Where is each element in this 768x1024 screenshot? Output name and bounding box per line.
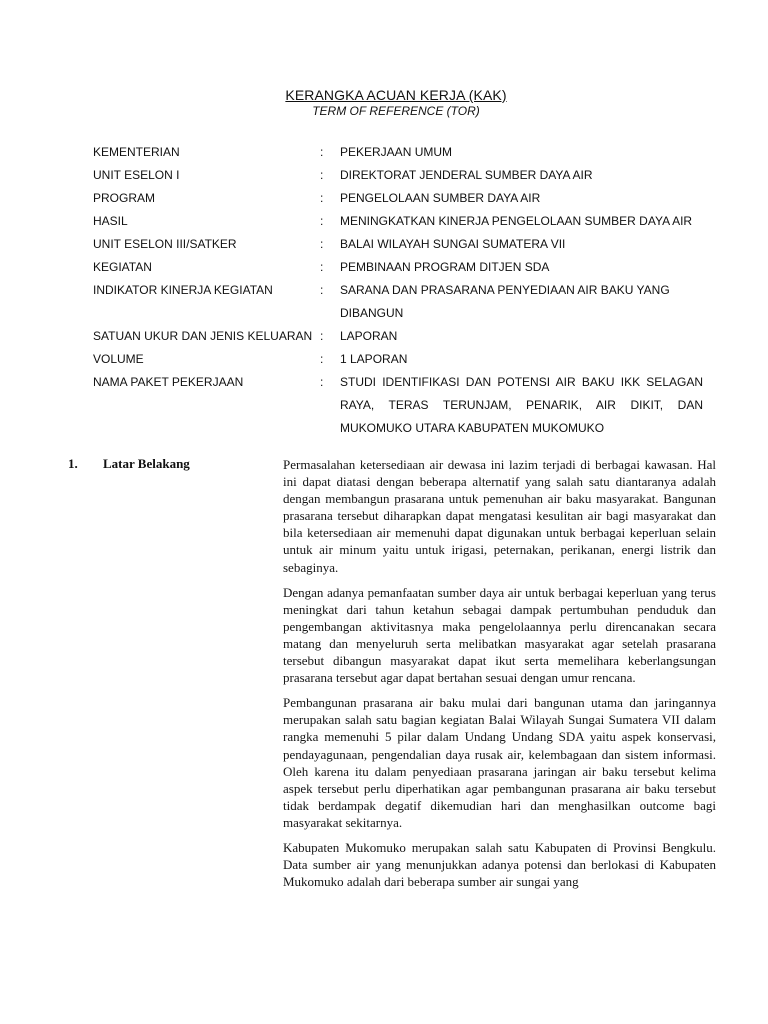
paragraph: Kabupaten Mukomuko merupakan salah satu Kabupaten di Provinsi Bengkulu. Data sumber air yang menunjukkan adanya potensi dan berlokasi di Kabupaten Mukomuko adalah dari beberapa sumber air sungai yang — [283, 839, 716, 890]
section-title: Latar Belakang — [103, 456, 190, 471]
section-number: 1. — [68, 456, 78, 471]
detail-separator: : — [320, 145, 324, 159]
detail-label: KEMENTERIAN — [93, 145, 180, 159]
detail-value: PEMBINAAN PROGRAM DITJEN SDA — [340, 260, 550, 274]
detail-separator: : — [320, 283, 324, 297]
detail-row-kegiatan — [93, 256, 703, 279]
detail-label: INDIKATOR KINERJA KEGIATAN — [93, 283, 273, 297]
detail-row-unit-eselon-1 — [93, 164, 703, 187]
detail-separator: : — [320, 329, 324, 343]
detail-separator: : — [320, 214, 324, 228]
detail-value: LAPORAN — [340, 329, 398, 343]
detail-label: HASIL — [93, 214, 128, 228]
detail-value: MENINGKATKAN KINERJA PENGELOLAAN SUMBER DAYA AIR — [340, 214, 693, 228]
document-subtitle: TERM OF REFERENCE (TOR) — [312, 104, 480, 118]
detail-separator: : — [320, 352, 324, 366]
detail-separator: : — [320, 168, 324, 182]
paragraph: Dengan adanya pemanfaatan sumber daya air untuk berbagai keperluan yang terus meningkat dari tahun ketahun sebagai dampak pertumbuhan penduduk dan pengembangan aktivitasnya maka pengelolaannya perlu direncanakan secara matang dan menyeluruh serta melibatkan masyarakat agar setelah prasarana tersebut dibangun masyarakat dapat ikut serta memelihara keberlangsungan prasarana tersebut agar dapat bertahan sesuai dengan umur rencana. — [283, 584, 716, 686]
detail-value: PENGELOLAAN SUMBER DAYA AIR — [340, 191, 541, 205]
detail-label: PROGRAM — [93, 191, 156, 205]
detail-label: NAMA PAKET PEKERJAAN — [93, 375, 244, 389]
details-table — [93, 141, 703, 440]
detail-separator: : — [320, 260, 324, 274]
detail-value: BALAI WILAYAH SUNGAI SUMATERA VII — [340, 237, 566, 251]
detail-label: VOLUME — [93, 352, 144, 366]
detail-label: UNIT ESELON I — [93, 168, 180, 182]
detail-row-nama-paket — [93, 371, 703, 440]
detail-value: SARANA DAN PRASARANA PENYEDIAAN AIR BAKU YANG DIBANGUN — [340, 283, 670, 320]
detail-separator: : — [320, 375, 324, 389]
detail-label: UNIT ESELON III/SATKER — [93, 237, 237, 251]
detail-row-program — [93, 187, 703, 210]
paragraph: Permasalahan ketersediaan air dewasa ini lazim terjadi di berbagai kawasan. Hal ini dapat diatasi dengan beberapa alternatif yang salah satu diantaranya adalah dengan membangun prasarana untuk pemenuhan air baku masyarakat. Bangunan prasarana tersebut diharapkan dapat mengatasi kesulitan air bagi masyarakat dan bila ketersediaan air memenuhi dapat digunakan untuk berbagai keperluan selain untuk air minum yaitu untuk irigasi, peternakan, perikanan, energi listrik dan sebaginya. — [283, 457, 716, 575]
detail-value: 1 LAPORAN — [340, 352, 408, 366]
detail-row-volume — [93, 348, 703, 371]
document-title: KERANGKA ACUAN KERJA (KAK) — [285, 87, 507, 103]
detail-row-unit-eselon-3 — [93, 233, 703, 256]
detail-label: SATUAN UKUR DAN JENIS KELUARAN — [93, 329, 313, 343]
detail-separator: : — [320, 237, 324, 251]
detail-value: DIREKTORAT JENDERAL SUMBER DAYA AIR — [340, 168, 593, 182]
detail-row-hasil — [93, 210, 703, 233]
detail-separator: : — [320, 191, 324, 205]
detail-value: PEKERJAAN UMUM — [340, 145, 453, 159]
detail-row-kementerian — [93, 141, 703, 164]
section-body — [283, 456, 716, 898]
detail-row-satuan-ukur — [93, 325, 703, 348]
detail-value: STUDI IDENTIFIKASI DAN POTENSI AIR BAKU IKK SELAGAN RAYA, TERAS TERUNJAM, PENARIK, AIR DIKIT, DAN MUKOMUKO UTARA KABUPATEN MUKOMUKO — [340, 375, 703, 435]
detail-row-indikator — [93, 279, 703, 325]
detail-label: KEGIATAN — [93, 260, 152, 274]
paragraph: Pembangunan prasarana air baku mulai dari bangunan utama dan jaringannya merupakan salah satu bagian kegiatan Balai Wilayah Sungai Sumatera VII dalam rangka memenuhi 5 pilar dalam Undang Undang SDA yaitu aspek konservasi, pendayagunaan, pengendalian daya rusak air, kelembagaan dan sistem informasi. Oleh karena itu dalam penyediaan prasarana jaringan air baku tersebut kelima aspek tersebut perlu diperhatikan agar pembangunan prasarana air baku tersebut tidak berdampak degatif dikemudian hari dan menghasilkan outcome bagi masyarakat sekitarnya. — [283, 695, 716, 830]
